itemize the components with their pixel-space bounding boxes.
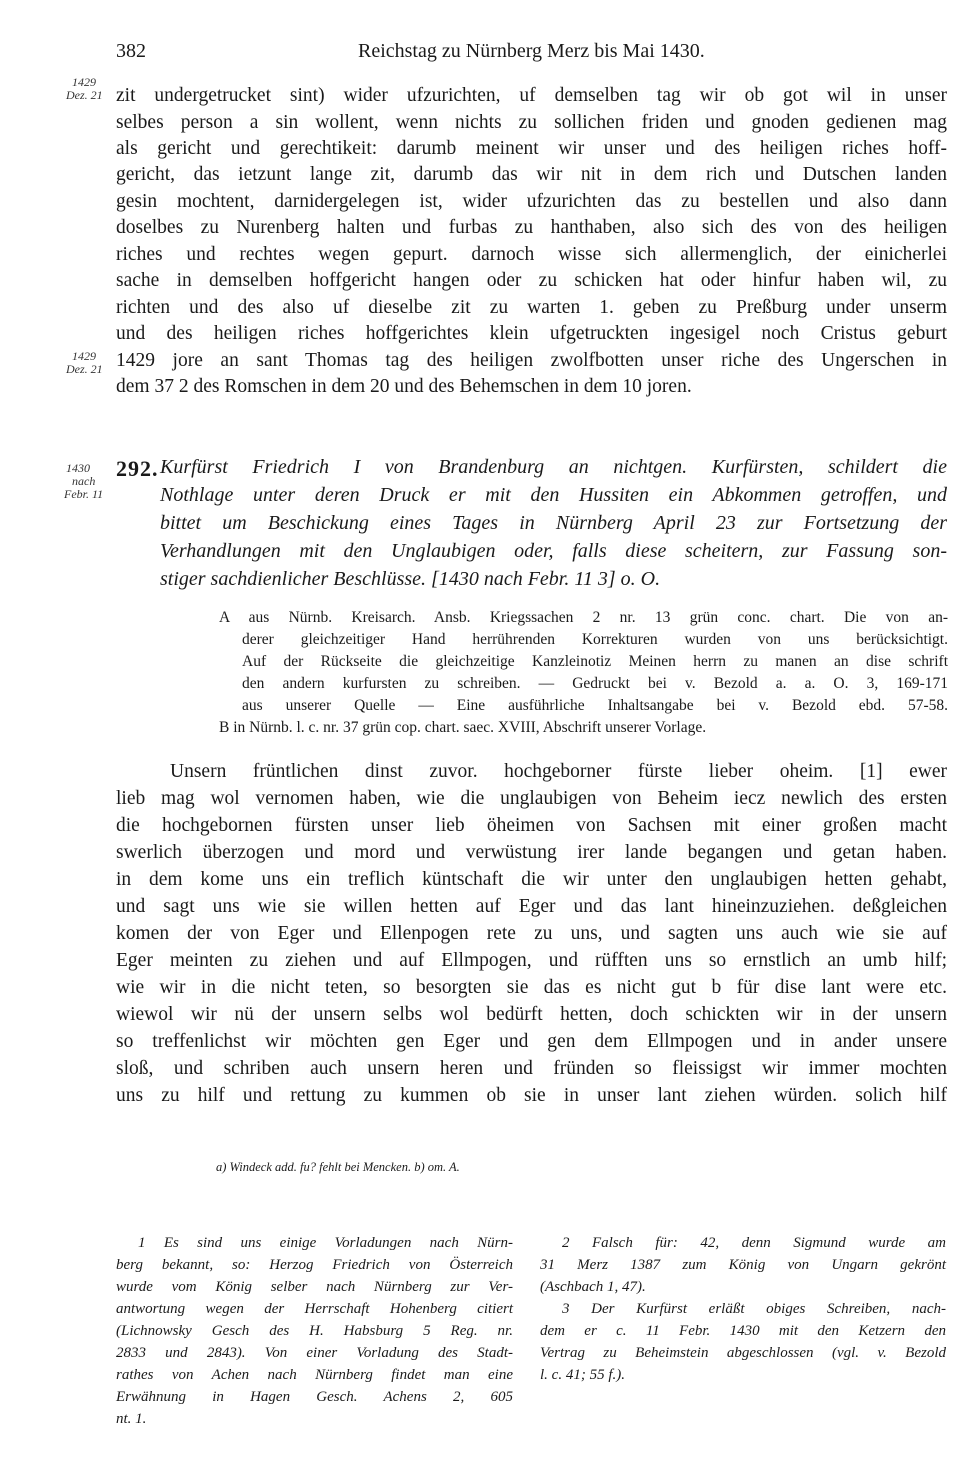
body-line: uns zu hilf und rettung zu kummen ob sie in unser lant ziehen würden. solich hilf xyxy=(116,1085,947,1106)
source-line: Auf der Rückseite die gleichzeitige Kanzleinotiz Meinen herrn zu manen an dise schrift xyxy=(242,653,948,670)
document-number: 292. xyxy=(116,456,159,481)
regest-line: Kurfürst Friedrich I von Brandenburg an nichtgen. Kurfürsten, schildert die xyxy=(160,456,947,478)
footnote-line: dem er c. 11 Febr. 1430 mit den Ketzern den xyxy=(540,1323,946,1339)
source-line: B in Nürnb. l. c. nr. 37 grün cop. chart. saec. XVIII, Abschrift unserer Vorlage. xyxy=(219,719,707,736)
text-line: gericht, das ietzunt lange zit, darumb das wir nit in dem rich und Dutschen landen xyxy=(116,164,947,185)
footnote-line: l. c. 41; 55 f.). xyxy=(540,1367,625,1383)
text-line: und des heiligen riches hoffgerichtes klein ufgetruckten ingesigel noch Cristus geburt xyxy=(116,323,947,344)
body-line: Unsern früntlichen dinst zuvor. hochgeborner fürste lieber oheim. [1] ewer xyxy=(170,761,947,782)
footnote-line: (Aschbach 1, 47). xyxy=(540,1279,646,1295)
footnote-line: 1 Es sind uns einige Vorladungen nach Nürn- xyxy=(138,1235,513,1251)
apparatus-note: a) Windeck add. fu? fehlt bei Mencken. b) om. A. xyxy=(216,1160,460,1174)
text-line: sache in demselben hoffgericht hangen oder zu schicken hat oder hinfur haben wil, zu xyxy=(116,270,947,291)
body-line: und sagt uns wie sie willen hetten auf Eger und das lant hineinzuziehen. deßgleichen xyxy=(116,896,947,917)
margin-note-date xyxy=(66,76,103,102)
footnote-line: rathes von Achen nach Nürnberg findet man eine xyxy=(116,1367,513,1383)
source-line: derer gleichzeitiger Hand herrührenden Korrekturen wurden von uns berücksichtigt. xyxy=(242,631,948,648)
page-number: 382 xyxy=(116,40,146,62)
body-line: lieb mag wol vernomen haben, wie die unglaubigen von Beheim iecz newlich des ersten xyxy=(116,788,947,809)
source-line: A aus Nürnb. Kreisarch. Ansb. Kriegssachen 2 nr. 13 grün conc. chart. Die von an- xyxy=(219,609,948,626)
body-line: so treffenlichst wir möchten gen Eger und gen dem Ellmpogen und in ander unsere xyxy=(116,1031,947,1052)
body-line: komen der von Eger und Ellenpogen rete zu uns, und sagten uns auch wie sie auf xyxy=(116,923,947,944)
text-line: riches und rechtes wegen gepurt. darnoch wisse sich allermenglich, der einicherlei xyxy=(116,244,947,265)
footnote-line: Vertrag zu Beheimstein abgeschlossen (vgl. v. Bezold xyxy=(540,1345,946,1361)
regest-line: stiger sachdienlicher Beschlüsse. [1430 nach Febr. 11 3] o. O. xyxy=(160,568,661,590)
text-line: zit undergetrucket sint) wider ufzurichten, uf demselben tag wir ob got wil in unser xyxy=(116,85,947,106)
body-line: die hochgebornen fürsten unser lieb öheimen von Sachsen mit einer großen macht xyxy=(116,815,947,836)
regest-line: Nothlage unter deren Druck er mit den Hussiten ein Abkommen getroffen, und xyxy=(160,484,947,506)
regest-line: Verhandlungen mit den Unglaubigen oder, falls diese scheitern, zur Fassung son- xyxy=(160,540,947,562)
footnote-line: Erwähnung in Hagen Gesch. Achens 2, 605 xyxy=(116,1389,513,1405)
text-line: selbes person a sin wollent, wenn nichts zu sollichen friden und gnoden gedienen mag xyxy=(116,112,947,133)
text-line: doselbes zu Nurenberg halten und furbas zu hanthaben, also sich des von des heiligen xyxy=(116,217,947,238)
body-line: wie wir in die nicht teten, so besorgten sie das es nicht gut b für dise lant were etc. xyxy=(116,977,947,998)
margin-note-day: Dez. 21 xyxy=(66,362,103,376)
body-line: in dem kome uns ein treflich küntschaft die wir unter den unglaubigen hetten gehabt, xyxy=(116,869,947,890)
margin-note-year: 1430 xyxy=(66,461,90,475)
footnote-line: 3 Der Kurfürst erläßt obiges Schreiben, nach- xyxy=(562,1301,946,1317)
footnote-line: 2833 und 2843). Von einer Vorladung des Stadt- xyxy=(116,1345,513,1361)
margin-note-day: Febr. 11 xyxy=(64,487,104,501)
source-line: aus unserer Quelle — Eine ausführliche Inhaltsangabe bei v. Bezold ebd. 57-58. xyxy=(242,697,948,714)
margin-note-qualifier: nach xyxy=(72,474,96,488)
body-line: Eger meinten zu ziehen und auf Ellmpogen, und rüfften uns so ernstlich an umb hilf; xyxy=(116,950,947,971)
text-line: 1429 jore an sant Thomas tag des heiligen zwolfbotten unser riche des Ungerschen in xyxy=(116,350,947,371)
text-line: als gericht und gerechtikeit: darumb meinent wir unser und des heiligen riches hoff- xyxy=(116,138,947,159)
footnote-line: berg bekannt, so: Herzog Friedrich von Österreich xyxy=(116,1257,513,1273)
footnote-line: (Lichnowsky Gesch des H. Habsburg 5 Reg. nr. xyxy=(116,1323,513,1339)
margin-note-day: Dez. 21 xyxy=(66,88,103,102)
footnote-line: 31 Merz 1387 zum König von Ungarn gekrönt xyxy=(540,1257,946,1273)
body-line: sloß, und schriben auch unsern heren und fründen so fleissigst wir immer mochten xyxy=(116,1058,947,1079)
margin-note-year: 1429 xyxy=(72,349,96,363)
text-line: dem 37 2 des Romschen in dem 20 und des Behemschen in dem 10 joren. xyxy=(116,376,692,397)
footnote-line: nt. 1. xyxy=(116,1411,147,1427)
body-line: swerlich überzogen und mord und verwüstung irer lande begangen und getan haben. xyxy=(116,842,947,863)
source-line: den andern kurfursten zu schreiben. — Gedruckt bei v. Bezold a. a. O. 3, 169-171 xyxy=(242,675,948,692)
running-title: Reichstag zu Nürnberg Merz bis Mai 1430. xyxy=(358,40,705,62)
margin-note-date xyxy=(64,462,103,501)
text-line: richten und des also uf dieselbe zit zu warten 1. geben zu Preßburg under unserm xyxy=(116,297,947,318)
margin-note-year: 1429 xyxy=(72,75,96,89)
text-line: gesin mochtent, darnidergelegen ist, wider ufzurichten das zu bestellen und also dann xyxy=(116,191,947,212)
body-line: wiewol wir nü der unsern selbs wol bedürft hetten, doch schickten wir in der unsern xyxy=(116,1004,947,1025)
footnote-line: 2 Falsch für: 42, denn Sigmund wurde am xyxy=(562,1235,946,1251)
footnote-line: antwortung wegen der Herrschaft Hohenberg citiert xyxy=(116,1301,513,1317)
margin-note-date xyxy=(66,350,103,376)
regest-line: bittet um Beschickung eines Tages in Nürnberg April 23 zur Fortsetzung der xyxy=(160,512,947,534)
footnote-line: wurde vom König selber nach Nürnberg zur Ver- xyxy=(116,1279,513,1295)
